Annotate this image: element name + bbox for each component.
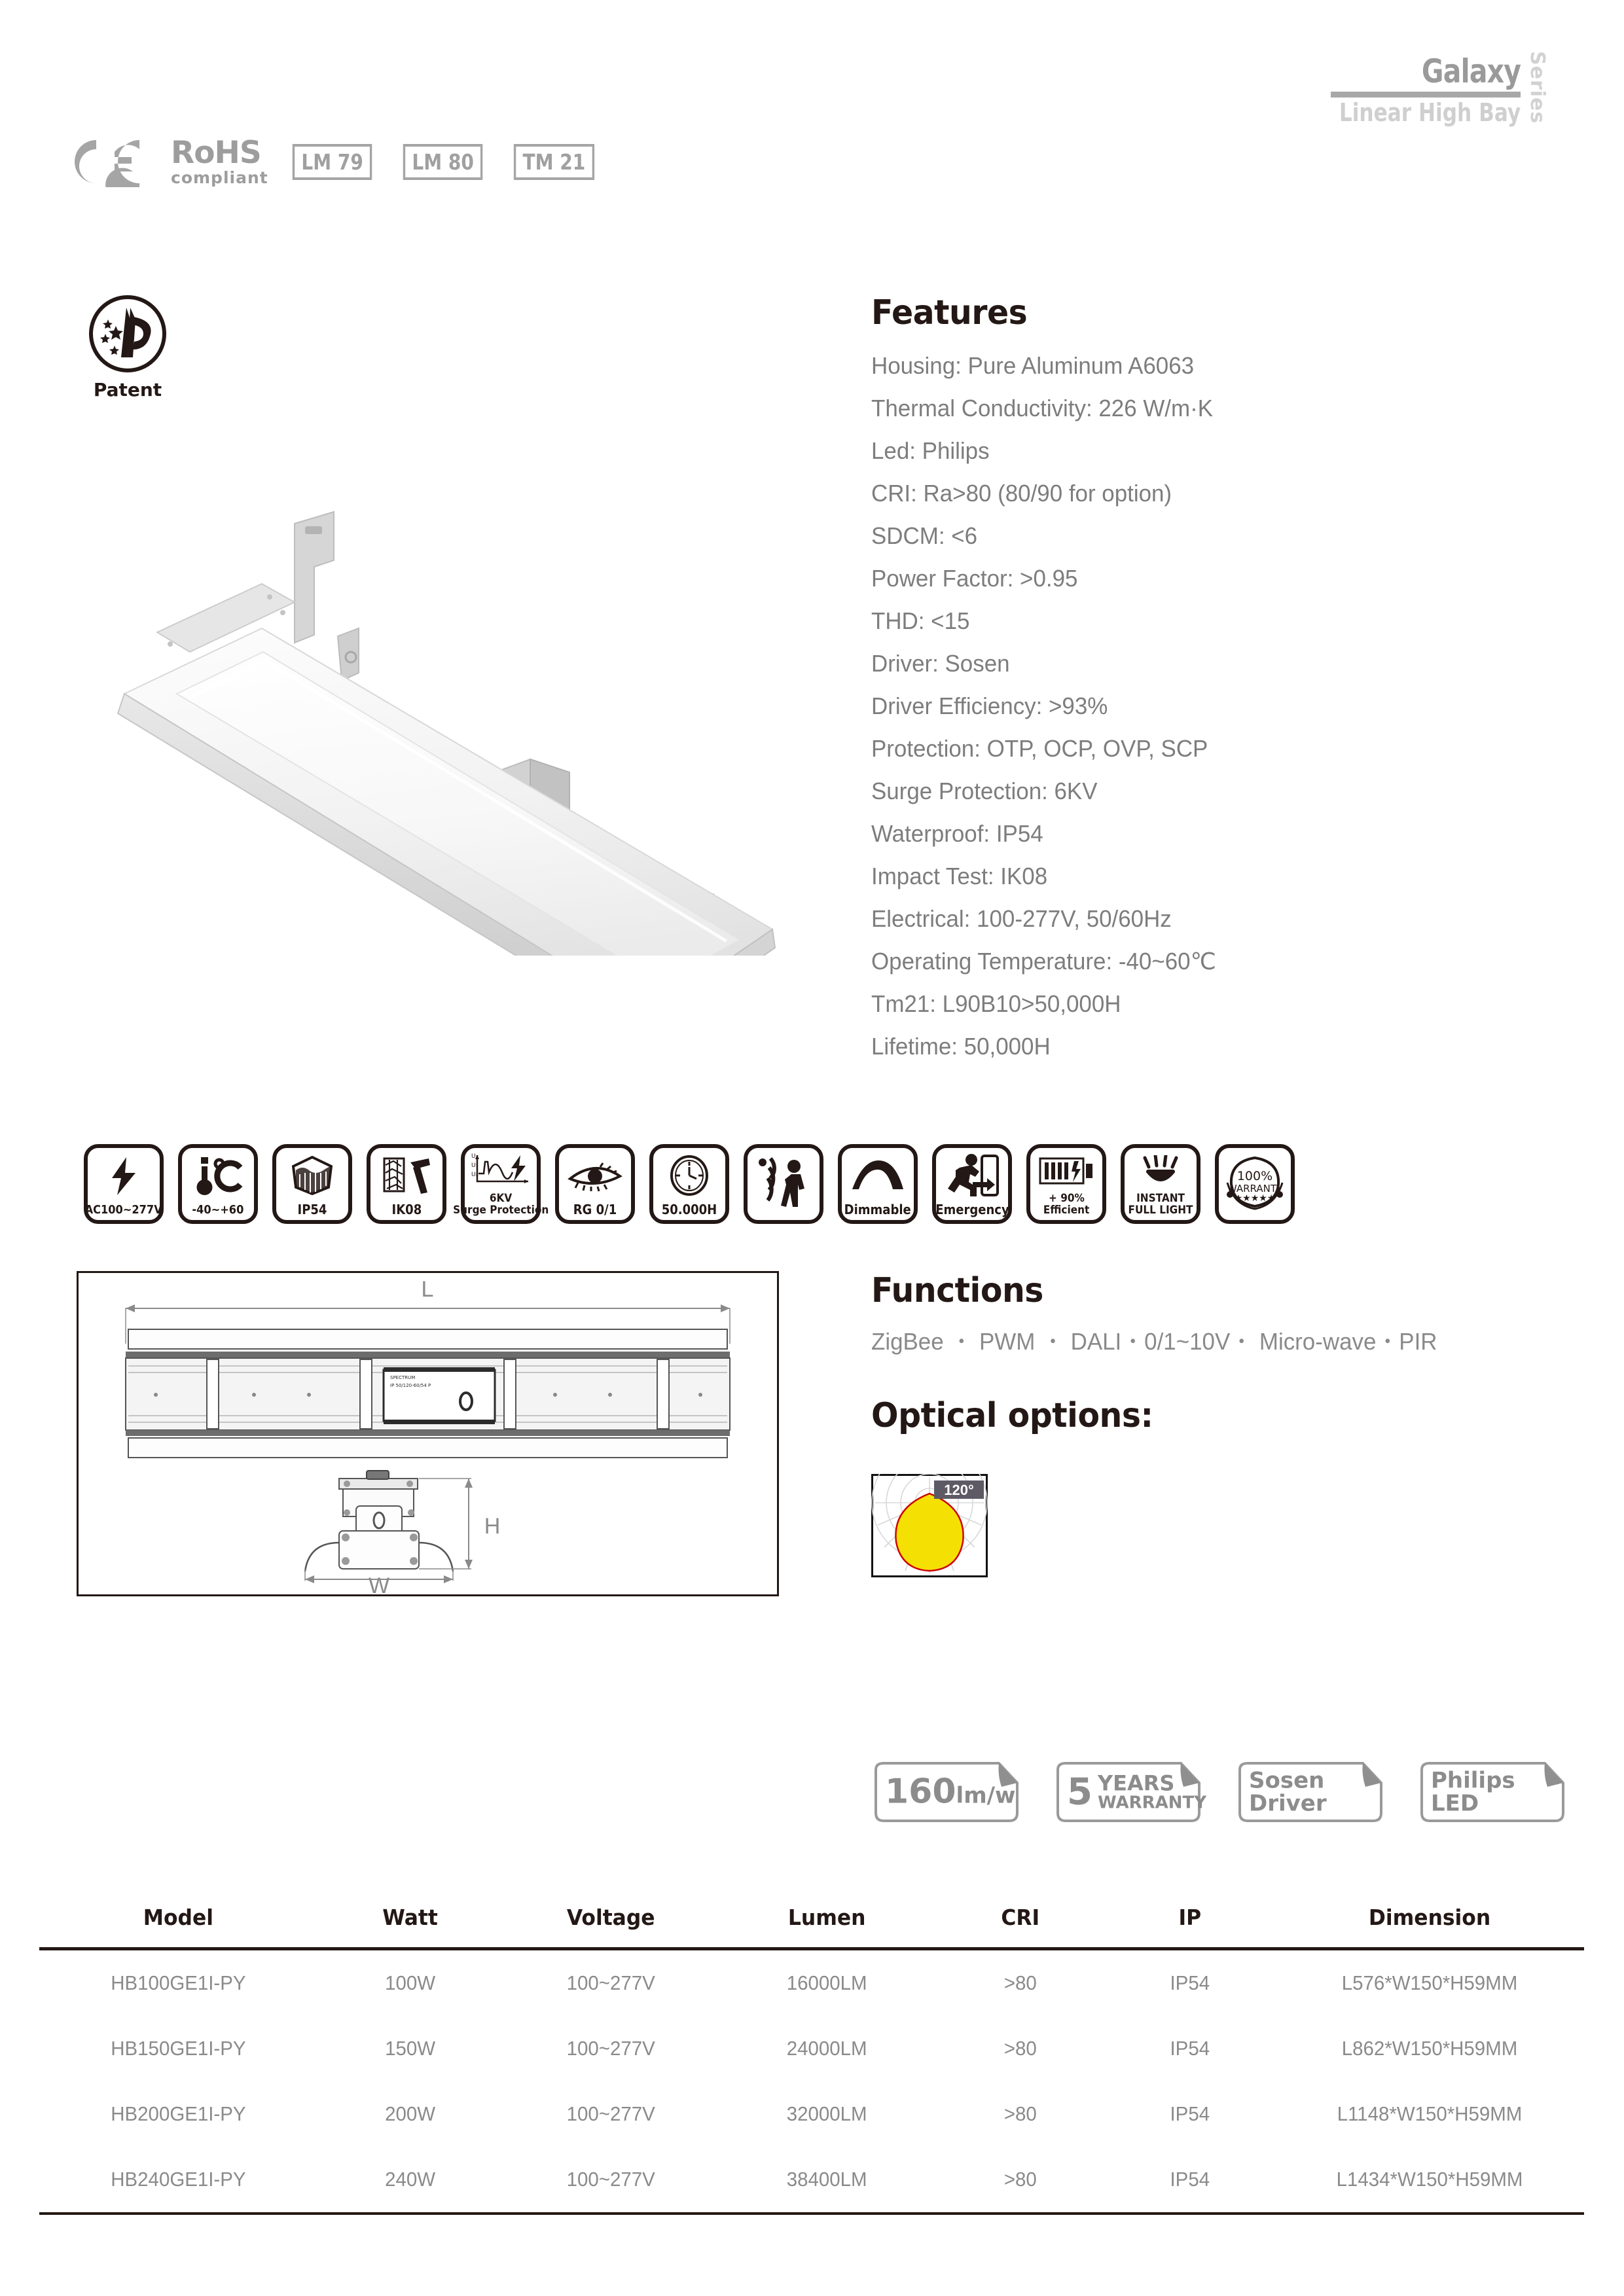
cell-lumen: 24000LM xyxy=(787,2037,867,2060)
warranty-word: WARRANTY xyxy=(1227,1183,1283,1194)
feature-item: CRI: Ra>80 (80/90 for option) xyxy=(871,480,1172,507)
rohs-badge xyxy=(171,137,268,186)
dimension-drawing xyxy=(77,1271,779,1596)
cell-ip: IP54 xyxy=(1170,2102,1210,2125)
ribbon-text: Philips LED xyxy=(1431,1767,1515,1816)
series-primary-title: Galaxy xyxy=(1421,52,1521,91)
svg-text:U: U xyxy=(471,1153,476,1160)
dimming-curve-icon xyxy=(842,1148,914,1203)
efficacy-ribbon xyxy=(871,1761,1022,1823)
series-word: Series xyxy=(1526,51,1549,124)
icon-caption-line2: Surge Protection xyxy=(452,1203,549,1217)
icon-caption-line2: FULL LIGHT xyxy=(1128,1203,1193,1217)
cell-watt: 100W xyxy=(384,1971,435,1994)
table-row xyxy=(39,1949,1584,2017)
dimension-height-label: H xyxy=(484,1514,501,1539)
icon-caption-line1: + 90% xyxy=(1048,1192,1085,1206)
table-row xyxy=(39,2081,1584,2147)
table-row xyxy=(39,2016,1584,2081)
feature-item: Driver Efficiency: >93% xyxy=(871,692,1108,719)
feature-item: Lifetime: 50,000H xyxy=(871,1033,1051,1060)
cell-voltage: 100~277V xyxy=(566,2037,655,2060)
cell-lumen: 38400LM xyxy=(787,2168,867,2191)
series-divider xyxy=(1331,92,1521,98)
svg-text:U₂: U₂ xyxy=(471,1171,478,1178)
surge-waveform-icon xyxy=(465,1148,537,1193)
feature-item: Thermal Conductivity: 226 W/m·K xyxy=(871,395,1214,422)
cell-cri: >80 xyxy=(1003,2168,1037,2191)
clock-icon xyxy=(653,1148,725,1203)
product-image xyxy=(98,497,857,956)
driver-ribbon xyxy=(1235,1761,1386,1823)
rohs-label: RoHS xyxy=(171,135,261,171)
ribbon-text: 160lm/w xyxy=(885,1772,1016,1812)
svg-text:U₁: U₁ xyxy=(471,1162,478,1169)
ribbon-text: 5 YEARS WARRANTY xyxy=(1067,1770,1207,1814)
cell-cri: >80 xyxy=(1003,1971,1037,1994)
lm79-badge: LM 79 xyxy=(292,144,372,180)
instant-light-icon xyxy=(1125,1148,1197,1193)
hammer-impact-icon xyxy=(370,1148,442,1203)
patent-logo-icon xyxy=(87,293,168,374)
cell-dimension: L862*W150*H59MM xyxy=(1341,2037,1518,2060)
icon-caption-line1: 6KV xyxy=(489,1192,513,1206)
led-ribbon xyxy=(1416,1761,1568,1823)
dimension-width-label: W xyxy=(368,1573,390,1594)
icon-impact-resistance xyxy=(367,1144,446,1224)
feature-item: Driver: Sosen xyxy=(871,650,1010,677)
functions-section xyxy=(871,1271,1559,1357)
warranty-ribbon xyxy=(1053,1761,1207,1823)
svg-text:★★★★★: ★★★★★ xyxy=(1234,1193,1276,1204)
feature-item: Impact Test: IK08 xyxy=(871,863,1048,889)
icon-operating-temperature xyxy=(178,1144,258,1224)
features-list xyxy=(871,344,1559,1067)
functions-title: Functions xyxy=(871,1271,1043,1310)
column-header-cri: CRI xyxy=(1001,1905,1039,1930)
icon-emergency xyxy=(932,1144,1012,1224)
icon-lifetime-hours xyxy=(649,1144,729,1224)
lightning-bolt-icon xyxy=(88,1148,160,1204)
feature-item: Surge Protection: 6KV xyxy=(871,778,1098,804)
column-header-voltage: Voltage xyxy=(566,1905,655,1930)
icon-dimmable xyxy=(838,1144,918,1224)
icon-caption: AC100~277V xyxy=(84,1202,163,1217)
cell-dimension: L576*W150*H59MM xyxy=(1341,1971,1518,1994)
highlight-ribbons xyxy=(871,1761,1568,1823)
cell-ip: IP54 xyxy=(1170,1971,1210,1994)
cell-cri: >80 xyxy=(1003,2037,1037,2060)
icon-caption: IK08 xyxy=(391,1201,422,1217)
feature-item: Power Factor: >0.95 xyxy=(871,565,1078,592)
icon-instant-full-light xyxy=(1121,1144,1200,1224)
running-man-exit-icon xyxy=(936,1148,1008,1203)
feature-icon-strip xyxy=(84,1144,1295,1224)
cell-voltage: 100~277V xyxy=(566,1971,655,1994)
table-row xyxy=(39,2147,1584,2214)
cell-watt: 240W xyxy=(384,2168,435,2191)
column-header-lumen: Lumen xyxy=(788,1905,866,1930)
svg-text:IP 50/120-60/54 P: IP 50/120-60/54 P xyxy=(390,1383,431,1388)
icon-caption: Dimmable xyxy=(844,1201,912,1217)
motion-sensor-icon xyxy=(748,1148,820,1216)
series-secondary-title: Linear High Bay xyxy=(1339,98,1521,128)
feature-item: Housing: Pure Aluminum A6063 xyxy=(871,352,1195,379)
functions-list: ZigBee ・ PWM ・ DALI・0/1~10V・ Micro-wave・PIR xyxy=(871,1328,1437,1355)
battery-efficiency-icon xyxy=(1030,1148,1102,1193)
tm21-badge: TM 21 xyxy=(514,144,594,180)
feature-item: Waterproof: IP54 xyxy=(871,820,1043,847)
icon-caption: RG 0/1 xyxy=(573,1201,617,1217)
series-logo xyxy=(1272,51,1549,128)
features-section xyxy=(871,293,1559,1067)
cell-voltage: 100~277V xyxy=(566,2168,655,2191)
cell-ip: IP54 xyxy=(1170,2168,1210,2191)
cell-lumen: 32000LM xyxy=(787,2102,867,2125)
warranty-percent: 100% xyxy=(1236,1169,1273,1183)
column-header-model: Model xyxy=(143,1905,213,1930)
column-header-watt: Watt xyxy=(382,1905,438,1930)
column-header-ip: IP xyxy=(1178,1905,1202,1930)
icon-caption: Emergency xyxy=(935,1201,1009,1217)
warranty-seal-icon xyxy=(1219,1148,1291,1216)
feature-item: Led: Philips xyxy=(871,437,990,464)
thermometer-icon xyxy=(182,1148,254,1204)
cell-voltage: 100~277V xyxy=(566,2102,655,2125)
dimension-length-label: L xyxy=(421,1277,434,1302)
icon-motion-sensor xyxy=(744,1144,823,1224)
cell-watt: 150W xyxy=(384,2037,435,2060)
feature-item: Electrical: 100-277V, 50/60Hz xyxy=(871,905,1172,932)
feature-item: Protection: OTP, OCP, OVP, SCP xyxy=(871,735,1208,762)
cell-dimension: L1148*W150*H59MM xyxy=(1337,2102,1523,2125)
patent-label: Patent xyxy=(93,379,162,401)
ce-mark-icon xyxy=(69,136,147,187)
svg-text:SPECTRUM: SPECTRUM xyxy=(390,1375,416,1380)
icon-efficiency xyxy=(1026,1144,1106,1224)
icon-warranty xyxy=(1215,1144,1295,1224)
icon-caption: 50.000H xyxy=(661,1201,717,1217)
icon-caption-line2: Efficient xyxy=(1043,1203,1090,1217)
cell-ip: IP54 xyxy=(1170,2037,1210,2060)
cell-model: HB100GE1I-PY xyxy=(111,1971,246,1994)
icon-caption: IP54 xyxy=(297,1201,327,1217)
icon-photobiological-safety xyxy=(555,1144,635,1224)
icon-caption: -40~+60 xyxy=(192,1202,244,1217)
eye-icon xyxy=(559,1148,631,1203)
feature-item: THD: <15 xyxy=(871,607,970,634)
icon-surge-protection xyxy=(452,1144,549,1224)
cell-model: HB240GE1I-PY xyxy=(111,2168,246,2191)
feature-item: Tm21: L90B10>50,000H xyxy=(871,990,1121,1017)
certification-row xyxy=(69,136,602,187)
table-header-row xyxy=(39,1898,1584,1949)
beam-pattern-diagram xyxy=(871,1474,988,1577)
optical-options-title: Optical options: xyxy=(871,1396,1153,1435)
lm80-badge: LM 80 xyxy=(403,144,483,180)
icon-ingress-protection xyxy=(272,1144,352,1224)
feature-item: SDCM: <6 xyxy=(871,522,978,549)
cell-dimension: L1434*W150*H59MM xyxy=(1336,2168,1523,2191)
column-header-dimension: Dimension xyxy=(1368,1905,1491,1930)
cell-model: HB150GE1I-PY xyxy=(111,2037,246,2060)
feature-item: Operating Temperature: -40~60℃ xyxy=(871,948,1216,975)
water-drop-icon xyxy=(276,1148,348,1203)
icon-caption-line1: INSTANT xyxy=(1136,1192,1185,1206)
cell-model: HB200GE1I-PY xyxy=(111,2102,246,2125)
cell-lumen: 16000LM xyxy=(787,1971,867,1994)
optical-options-section xyxy=(871,1396,1171,1435)
icon-ac-voltage xyxy=(84,1144,164,1224)
patent-badge xyxy=(72,293,183,401)
specification-table xyxy=(39,1898,1584,2215)
rohs-compliant-label: compliant xyxy=(171,168,268,187)
beam-angle-label: 120° xyxy=(944,1482,974,1498)
cell-cri: >80 xyxy=(1003,2102,1037,2125)
cell-watt: 200W xyxy=(384,2102,435,2125)
ribbon-text: Sosen Driver xyxy=(1249,1767,1327,1816)
features-title: Features xyxy=(871,293,1028,332)
